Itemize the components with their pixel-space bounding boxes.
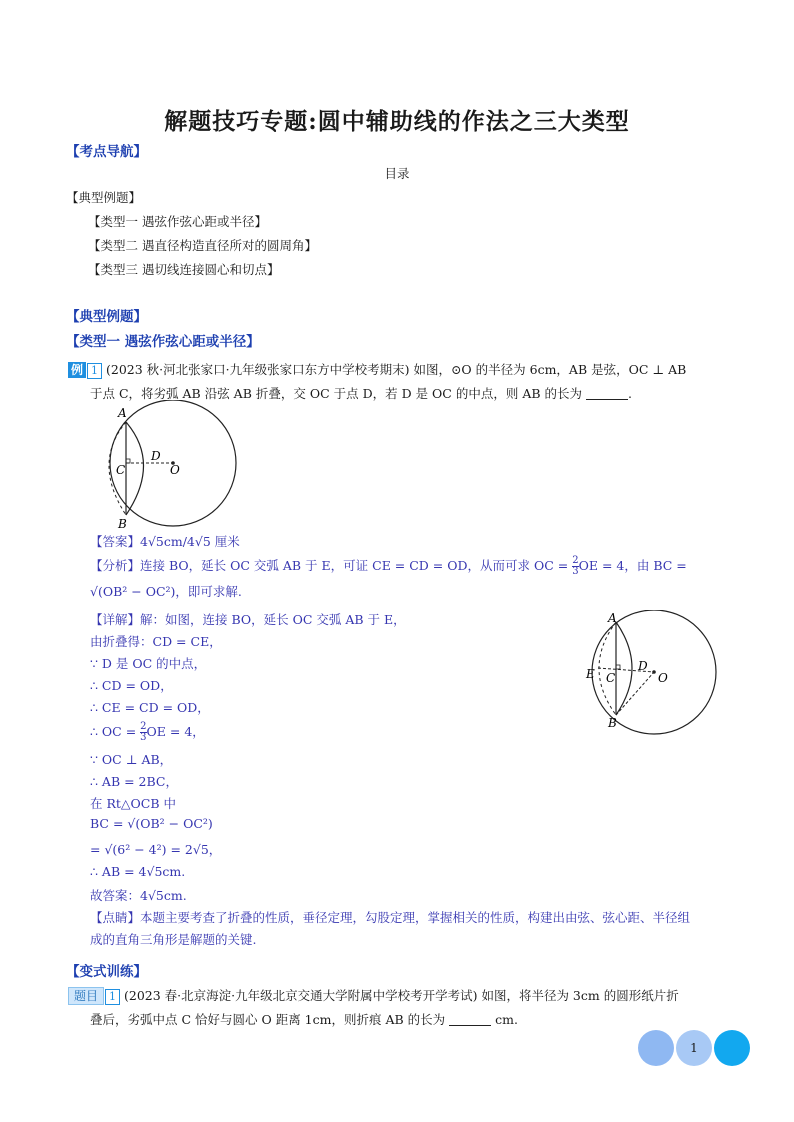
type1-header: 【类型一 遇弦作弦心距或半径】: [66, 334, 260, 350]
fig2-label-E: E: [586, 667, 595, 681]
detail-oc: ∴ OC = $\frac{2}{3}$ OE = 4，: [90, 721, 205, 743]
example1-text1: (2023 秋·河北张家口·九年级张家口东方中学校考期末) 如图，⊙O 的半径为 6cm，AB 是弦，OC ⊥ AB: [106, 362, 687, 377]
practice-line1: 题目 1 (2023 春·北京海淀·九年级北京交通大学附属中学校考开学考试) 如图，将半径为 3cm 的圆形纸片折: [68, 986, 679, 1005]
detail-2: ∵ D 是 OC 的中点，: [90, 656, 207, 671]
frac-2-3: $\frac{2}{3}$: [572, 555, 579, 577]
detail-3: ∴ CD = OD，: [90, 678, 173, 693]
fig1-label-C: C: [116, 463, 126, 477]
example-num: 1: [87, 363, 102, 379]
example1-line1: [68, 360, 686, 379]
example1-line2: 于点 C，将劣弧 AB 沿弦 AB 折叠，交 OC 于点 D，若 D 是 OC 的中点，则 AB 的长为 .: [90, 386, 632, 401]
answer-line: 【答案】4√5cm/4√5 厘米: [90, 534, 240, 549]
detail-11: 故答案：4√5cm.: [90, 888, 187, 903]
example-tag: 例: [68, 362, 86, 378]
page-number-badge: [638, 1030, 750, 1066]
detail-6: ∴ AB = 2BC，: [90, 774, 178, 789]
toc-title: 目录: [384, 166, 410, 181]
comment-line2: 成的直角三角形是解题的关键.: [90, 932, 257, 947]
toc-item-3[interactable]: 【类型三 遇切线连接圆心和切点】: [88, 262, 280, 277]
fig1-label-A: A: [118, 406, 127, 420]
comment-line1: 【点睛】本题主要考查了折叠的性质，垂径定理，勾股定理，掌握相关的性质，构建出由弦、弦心距、半径组: [90, 910, 691, 925]
toc-group: 【典型例题】: [66, 190, 142, 205]
practice-blank[interactable]: [449, 1013, 491, 1026]
page-title: 解题技巧专题:圆中辅助线的作法之三大类型: [164, 108, 630, 135]
detail-5: ∵ OC ⊥ AB，: [90, 752, 173, 767]
figure-1: [96, 400, 246, 530]
analysis-line2: √(OB² − OC²)，即可求解.: [90, 584, 242, 599]
analysis-line1: 【分析】连接 BO，延长 OC 交弧 AB 于 E，可证 CE = CD = OD，从而可求 OC = $\frac{2}{3}$ OE = 4，由 BC =: [90, 555, 687, 577]
fig2-label-A: A: [608, 611, 617, 625]
toc-item-2[interactable]: 【类型二 遇直径构造直径所对的圆周角】: [88, 238, 317, 253]
fig2-label-B: B: [608, 716, 617, 730]
detail-9: = √(6² − 4²) = 2√5，: [90, 842, 222, 857]
nav-header: 【考点导航】: [66, 144, 147, 160]
practice-num: 1: [105, 989, 120, 1005]
toc-item-1[interactable]: 【类型一 遇弦作弦心距或半径】: [88, 214, 267, 229]
practice-line2: 叠后，劣弧中点 C 恰好与圆心 O 距离 1cm，则折痕 AB 的长为 cm.: [90, 1012, 518, 1027]
fig2-label-D: D: [638, 659, 648, 673]
fig1-label-D: D: [151, 449, 161, 463]
practice-header: 【变式训练】: [66, 964, 147, 980]
detail-10: ∴ AB = 4√5cm.: [90, 864, 186, 879]
detail-8: BC = √(OB² − OC²): [90, 816, 213, 831]
detail-0: 【详解】解：如图，连接 BO，延长 OC 交弧 AB 于 E，: [90, 612, 406, 627]
fig1-label-O: O: [170, 463, 180, 477]
example1-text2: 于点 C，将劣弧 AB 沿弦 AB 折叠，交 OC 于点 D，若 D 是 OC 的中点，则 AB 的长为: [90, 386, 582, 401]
badge-circle-left: [638, 1030, 674, 1066]
typical-header: 【典型例题】: [66, 309, 147, 325]
fig2-label-O: O: [658, 671, 668, 685]
page-number: 1: [676, 1030, 712, 1066]
detail-1: 由折叠得：CD = CE，: [90, 634, 222, 649]
figure-2: [580, 610, 720, 735]
fig2-label-C: C: [606, 671, 616, 685]
detail-7: 在 Rt△OCB 中: [90, 796, 176, 811]
fig1-label-B: B: [118, 517, 127, 530]
detail-4: ∴ CE = CD = OD，: [90, 700, 210, 715]
badge-circle-right: [714, 1030, 750, 1066]
practice-tag: 题目: [68, 987, 104, 1005]
answer-blank[interactable]: [586, 387, 628, 400]
